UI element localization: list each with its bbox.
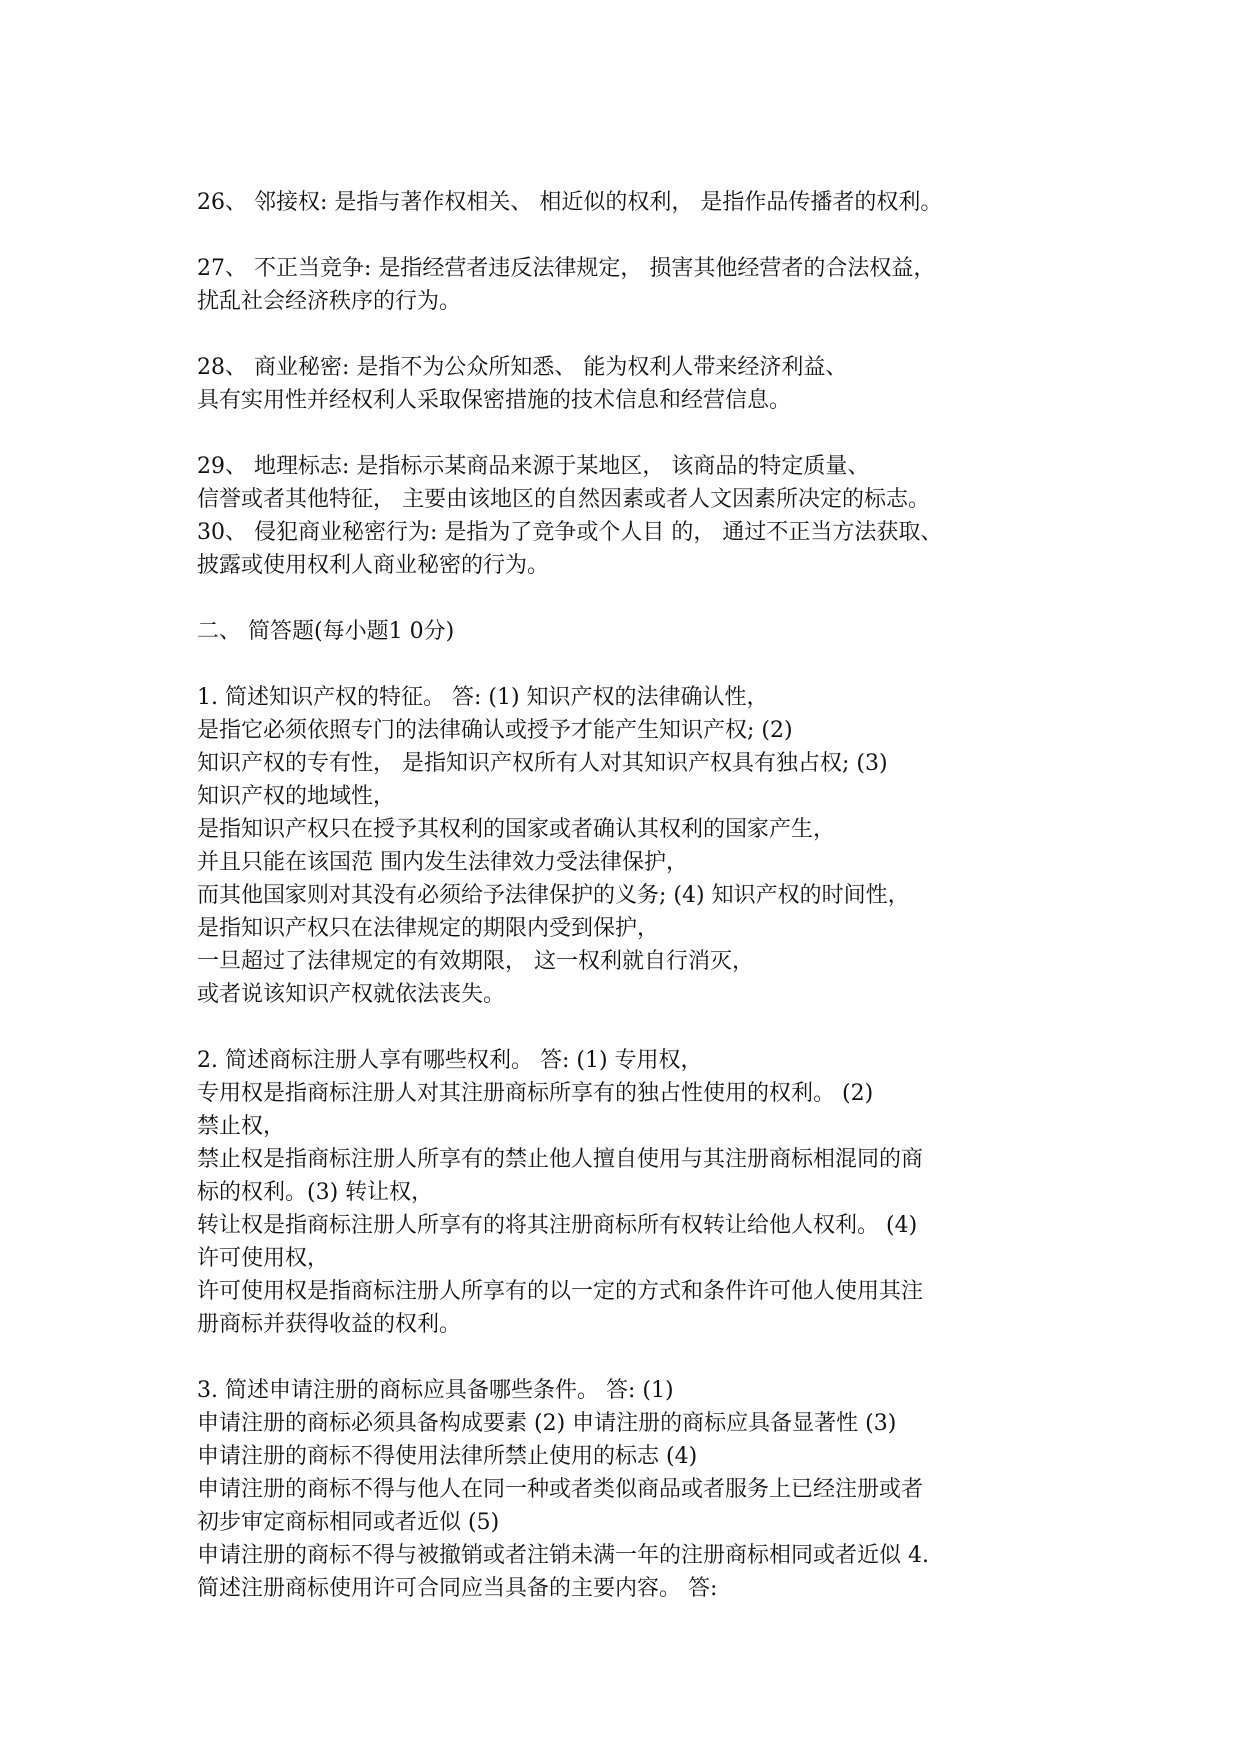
text-line: 许可使用权，	[197, 1246, 330, 1271]
text-line: 初步审定商标相同或者近似 (5)	[197, 1510, 500, 1535]
text-line: 知识产权的地域性，	[197, 784, 396, 809]
text-line: 简述注册商标使用许可合同应当具备的主要内容。 答:	[197, 1576, 718, 1601]
text-line: 扰乱社会经济秩序的行为。	[197, 289, 462, 314]
text-line: 申请注册的商标必须具备构成要素 (2) 申请注册的商标应具备显著性 (3)	[197, 1411, 897, 1436]
text-line: 1. 简述知识产权的特征。 答: (1) 知识产权的法律确认性，	[197, 685, 769, 710]
text-line: 知识产权的专有性， 是指知识产权所有人对其知识产权具有独占权; (3)	[197, 751, 888, 776]
document-page	[197, 186, 1077, 1605]
text-line: 27、 不正当竞争: 是指经营者违反法律规定， 损害其他经营者的合法权益，	[197, 256, 936, 281]
text-line: 29、 地理标志: 是指标示某商品来源于某地区， 该商品的特定质量、	[197, 454, 870, 479]
term-28	[197, 351, 1077, 417]
text-line: 标的权利。(3) 转让权，	[197, 1180, 434, 1205]
text-line: 30、 侵犯商业秘密行为: 是指为了竞争或个人目 的， 通过不正当方法获取、	[197, 520, 943, 545]
text-line: 申请注册的商标不得与被撤销或者注销未满一年的注册商标相同或者近似 4.	[197, 1543, 929, 1568]
text-line: 2. 简述商标注册人享有哪些权利。 答: (1) 专用权，	[197, 1048, 703, 1073]
term-27	[197, 252, 1077, 318]
text-line: 册商标并获得收益的权利。	[197, 1312, 462, 1337]
question-3	[197, 1374, 1077, 1605]
text-line: 披露或使用权利人商业秘密的行为。	[197, 553, 550, 578]
text-line: 是指它必须依照专门的法律确认或授予才能产生知识产权; (2)	[197, 718, 793, 743]
text-line: 28、 商业秘密: 是指不为公众所知悉、 能为权利人带来经济利益、	[197, 355, 848, 380]
question-1	[197, 681, 1077, 1011]
text-line: 申请注册的商标不得与他人在同一种或者类似商品或者服务上已经注册或者	[197, 1477, 924, 1502]
text-line: 专用权是指商标注册人对其注册商标所享有的独占性使用的权利。 (2)	[197, 1081, 874, 1106]
text-line: 禁止权是指商标注册人所享有的禁止他人擅自使用与其注册商标相混同的商	[197, 1147, 924, 1172]
term-29-30	[197, 450, 1077, 582]
text-line: 信誉或者其他特征， 主要由该地区的自然因素或者人文因素所决定的标志。	[197, 487, 930, 512]
heading-line: 二、 简答题(每小题1 0分)	[197, 619, 455, 644]
text-line: 26、 邻接权: 是指与著作权相关、 相近似的权利， 是指作品传播者的权利。	[197, 190, 943, 215]
text-line: 3. 简述申请注册的商标应具备哪些条件。 答: (1)	[197, 1378, 674, 1403]
question-2	[197, 1044, 1077, 1341]
term-26	[197, 186, 1077, 219]
text-line: 并且只能在该国范 围内发生法律效力受法律保护，	[197, 850, 688, 875]
text-line: 申请注册的商标不得使用法律所禁止使用的标志 (4)	[197, 1444, 698, 1469]
text-line: 转让权是指商标注册人所享有的将其注册商标所有权转让给他人权利。 (4)	[197, 1213, 918, 1238]
text-line: 许可使用权是指商标注册人所享有的以一定的方式和条件许可他人使用其注	[197, 1279, 924, 1304]
text-line: 是指知识产权只在授予其权利的国家或者确认其权利的国家产生，	[197, 817, 836, 842]
text-line: 一旦超过了法律规定的有效期限， 这一权利就自行消灭，	[197, 949, 754, 974]
text-line: 禁止权，	[197, 1114, 286, 1139]
section-heading	[197, 615, 1077, 648]
text-line: 或者说该知识产权就依法丧失。	[197, 982, 506, 1007]
text-line: 而其他国家则对其没有必须给予法律保护的义务; (4) 知识产权的时间性，	[197, 883, 910, 908]
text-line: 是指知识产权只在法律规定的期限内受到保护，	[197, 916, 660, 941]
text-line: 具有实用性并经权利人采取保密措施的技术信息和经营信息。	[197, 388, 792, 413]
